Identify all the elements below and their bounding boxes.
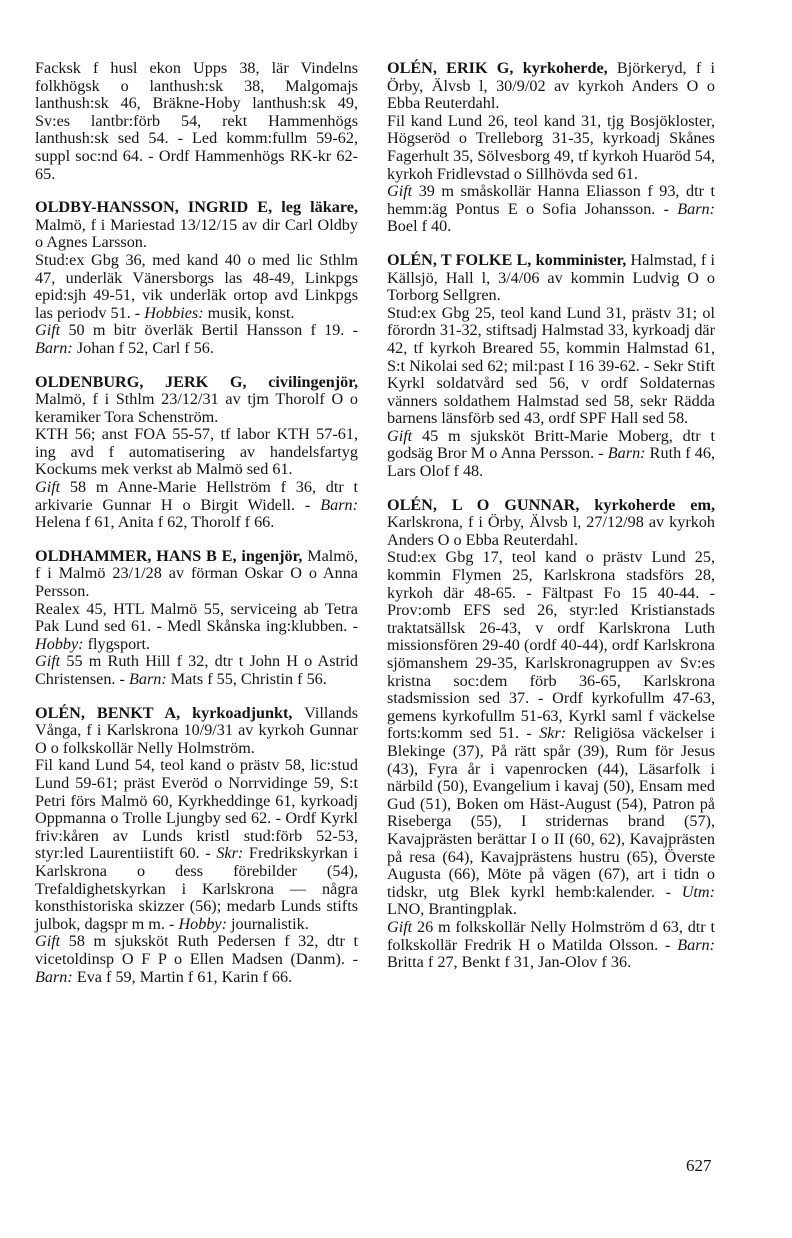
right-column [387,60,715,988]
entry-career: Realex 45, HTL Malmö 55, serviceing ab Tetra Pak Lund sed 61. - Medl Skånska ing:klubben. - Hobby: flygsport. [35,599,358,653]
entry-career: Stud:ex Gbg 25, teol kand Lund 31, prästv 31; ol förordn 31-32, stiftsadj Halmstad 33, kyrkoadj där 42, tf kyrkoh Breared 55, kommin Halmstad 61, S:t Nikolai sed 62; mil:past I 16 39-62. - Sekr Stift Kyrkl soldatvård sed 56, v ordf Soldaternas vänners soldathem Halmstad sed 58, sekr Rädda barnens länsförb sed 43, ordf SPF Hall sed 58. [387,303,715,428]
gift-text: 58 m Anne-Marie Hellström f 36, dtr t arkivarie Gunnar H o Birgit Widell. - [35,478,358,514]
gift-text: 45 m sjuksköt Britt-Marie Moberg, dtr t godsäg Bror M o Anna Persson. - [387,426,715,463]
barn-text: Boel f 40. [387,217,452,236]
entry-name: OLÉN, ERIK G, [387,59,514,77]
entry-name: OLDBY-HANSSON, INGRID E, [35,198,273,217]
barn-label: Barn: [35,967,73,986]
entry-title: civilingenjör, [268,372,358,391]
continuation-text: Facksk f husl ekon Upps 38, lär Vindelns folkhögsk o lanthush:sk 38, Malgomajs lanthush:sk 46, Bräkne-Hoby lanthush:sk 49, Sv:es lantbr:förb 54, rekt Hammenhögs lanthush:sk sed 54. - Led komm:fullm 59-62, suppl soc:nd 64. - Ordf Hammenhögs RK-kr 62-65. [35,59,358,183]
entry-header [35,199,358,252]
gift-label: Gift [387,182,413,201]
barn-text: Britta f 27, Benkt f 31, Jan-Olov f 36. [387,953,632,972]
gift-label: Gift [387,917,413,936]
gift-label: Gift [35,321,61,340]
entry-name: OLÉN, T FOLKE L, [387,250,532,269]
entry-title: komminister, [535,250,627,269]
barn-label: Barn: [677,935,715,954]
entry-name: OLÉN, L O GUNNAR, [387,495,580,514]
hobby-text: musik, konst. [203,303,295,322]
entry-name: OLDENBURG, JERK G, [35,372,247,391]
entry-title: kyrkoherde, [522,59,608,77]
entry-oldenburg [35,374,358,532]
entry-intro: Malmö, f i Sthlm 23/12/31 av tjm Thorolf O o keramiker Tora Schenström. [35,390,358,426]
entry-olen-benkt [35,705,358,987]
entry-name: OLDHAMMER, HANS B E, [35,546,237,565]
entry-title: kyrkoherde em, [594,495,715,514]
entry-title: kyrkoadjunkt, [192,703,293,722]
entry-family [387,919,715,972]
skr-label: Skr: [216,844,244,863]
entry-intro: Villands Vånga, f i Karlskrona 10/9/31 av kyrkoh Gunnar O o folkskollär Nelly Holmström. [35,703,358,757]
gift-text: 58 m sjuksköt Ruth Pedersen f 32, dtr t vicetoldinsp O F P o Ellen Madsen (Danm). - [35,932,358,968]
gift-text: 26 m folkskollär Nelly Holmström d 63, dtr t folkskollär Fredrik H o Matilda Olsson. - [387,917,715,954]
barn-text: Helena f 61, Anita f 62, Thorolf f 66. [35,513,275,532]
entry-family [387,428,715,481]
entry-intro: Karlskrona, f i Örby, Älvsb l, 27/12/98 av kyrkoh Anders O o Ebba Reuterdahl. [387,513,715,549]
utm-label: Utm: [681,882,715,901]
barn-text: Mats f 55, Christin f 56. [166,670,327,688]
skr-text: Fredrikskyrkan i Karlskrona o dess förebilder (54), Trefaldighetskyrkan i Karlskrona — några konsthistoriska skizzer (56); medarb Lunds stifts julbok, dagspr m m. - [35,844,358,933]
barn-label: Barn: [128,670,167,688]
page-number: 627 [686,1156,712,1175]
entry-career: Stud:ex Gbg 17, teol kand o prästv Lund 25, kommin Flymen 25, Karlskrona stadsförs 28, kyrkoh där 48-65. - Fältpast Fo 15 40-44. - Prov:omb EFS sed 26, styr:led Kristianstads traktatsällsk 26-43, v ordf Karlskrona Luth missionsfören 29-40 (ordf 40-44), ordf Karlskrona sjömanshem 29-35, Karlskronagruppen av Sv:es kristna soc:dem förb 36-65, Karlskrona stadsmission sed 37. - Ordf kyrkofullm 47-63, gemens kyrkofullm 51-63, Kyrkl saml f väckelse forts:komm sed 51. - Skr: Religiösa väckelser i Blekinge (37), På rätt spår (39), Rum för Jesus (43), Fyra år i vapenrocken (44), Läsarfolk i närbild (50), Evangelium i kavaj (50), Ensam med Gud (51), Boken om Häst-August (54), Patron på Riseberga (55), I stridernas brand (57), Kavajprästen berättar I o II (60, 62), Kavajprästen på resa (64), Kavajprästens hustru (65), Överste Augusta (66), Möte på vägen (67), art i tidn o tidskr, utg Blek kyrkl hemb:kalender. - Utm: LNO, Brantingplak. [387,548,715,919]
entry-header [35,705,358,758]
gift-label: Gift [35,932,61,951]
gift-text: 55 m Ruth Hill f 32, dtr t John H o Astrid Christensen. - [35,652,358,688]
barn-label: Barn: [607,444,646,463]
gift-label: Gift [35,652,61,671]
entry-title: ingenjör, [241,546,303,565]
entry-header [35,374,358,427]
left-column [35,60,358,1002]
entry-intro: Malmö, f i Mariestad 13/12/15 av dir Carl Oldby o Agnes Larsson. [35,215,358,252]
entry-header [35,548,358,601]
hobby-label: Hobby: [35,634,84,653]
entry-oldby-hansson [35,199,358,357]
entry-career: Stud:ex Gbg 36, med kand 40 o med lic Sthlm 47, underläk Vänersborgs las 48-49, Linkpgs epid:sjh 49-51, vik underläk ortop avd Linkpgs las periodv 51. - Hobbies: musik, konst. [35,250,358,322]
gift-label: Gift [387,426,413,445]
barn-label: Barn: [677,199,716,218]
entry-oldhammer [35,548,358,689]
entry-career: KTH 56; anst FOA 55-57, tf labor KTH 57-61, ing avd f automatisering av handelsfartyg Kockums mek verkst ab Malmö sed 61. [35,425,358,479]
entry-continuation [35,60,358,183]
entry-olen-erik [387,60,715,236]
gift-text: 50 m bitr överläk Bertil Hansson f 19. - [60,321,358,340]
hobby-label: Hobbies: [144,303,204,322]
skr-label: Skr: [539,724,567,743]
entry-family [35,653,358,688]
barn-text: Ruth f 46, Lars Olof f 48. [387,444,716,481]
barn-label: Barn: [35,338,73,357]
entry-career: Fil kand Lund 26, teol kand 31, tjg Bosjökloster, Högseröd o Trelleborg 31-35, kyrkoadj Skånes Fagerhult 35, Sölvesborg 49, tf kyrkoh Huaröd 54, kyrkoh Fridlevstad o Sillhövda sed 61. [387,111,715,183]
utm-text: LNO, Brantingplak. [387,900,517,919]
entry-name: OLÉN, BENKT A, [35,703,181,722]
barn-text: Johan f 52, Carl f 56. [72,338,214,357]
entry-intro: Björkeryd, f i Örby, Älvsb l, 30/9/02 av kyrkoh Anders O o Ebba Reuterdahl. [387,59,715,113]
entry-header [387,60,715,113]
gift-label: Gift [35,478,61,497]
hobby-text: flygsport. [83,634,151,653]
entry-family [35,322,358,357]
entry-family [35,479,358,532]
hobby-text: journalistik. [226,914,309,933]
entry-olen-folke [387,252,715,481]
gift-text: 39 m småskollär Hanna Eliasson f 93, dtr t hemm:äg Pontus E o Sofia Johansson. - [387,182,715,218]
entry-olen-gunnar [387,497,715,972]
hobby-label: Hobby: [178,914,227,933]
entry-header [387,497,715,550]
entry-intro: Malmö, f i Malmö 23/1/28 av förman Oskar O o Anna Persson. [35,546,359,601]
entry-title: leg läkare, [281,198,358,217]
skr-text: Religiösa väckelser i Blekinge (37), På rätt spår (39), Rum för Jesus (43), Fyra år i vapenrocken (44), Läsarfolk i närbild (50), Evangelium i kavaj (50), Ensam med Gud (51), Boken om Häst-August (54), Patron på Riseberga (55), I stridernas brand (57), Kavajprästen berättar I o II (60, 62), Kavajprästen på resa (64), Kavajprästens hustru (65), Överste Augusta (66), Möte på vägen (67), art i tidn o tidskr, utg Blek kyrkl hemb:kalender. - [387,724,715,901]
entry-header [387,252,715,305]
entry-family [387,183,715,236]
entry-career: Fil kand Lund 54, teol kand o prästv 58, lic:stud Lund 59-61; präst Everöd o Norrvidinge 59, S:t Petri förs Malmö 60, Kyrkheddinge 61, kyrkoadj Oppmanna o Trolle Ljungby sed 62. - Ordf Kyrkl friv:kåren av Lunds kristl stud:förb 52-53, styr:led Laurentiistift 60. - Skr: Fredrikskyrkan i Karlskrona o dess förebilder (54), Trefaldighetskyrkan i Karlskrona — några konsthistoriska skizzer (56); medarb Lunds stifts julbok, dagspr m m. - Hobby: journalistik. [35,756,358,933]
barn-text: Eva f 59, Martin f 61, Karin f 66. [72,967,293,986]
entry-intro: Halmstad, f i Källsjö, Hall l, 3/4/06 av kommin Ludvig O o Torborg Sellgren. [387,250,715,305]
entry-family [35,933,358,986]
barn-label: Barn: [320,495,359,514]
